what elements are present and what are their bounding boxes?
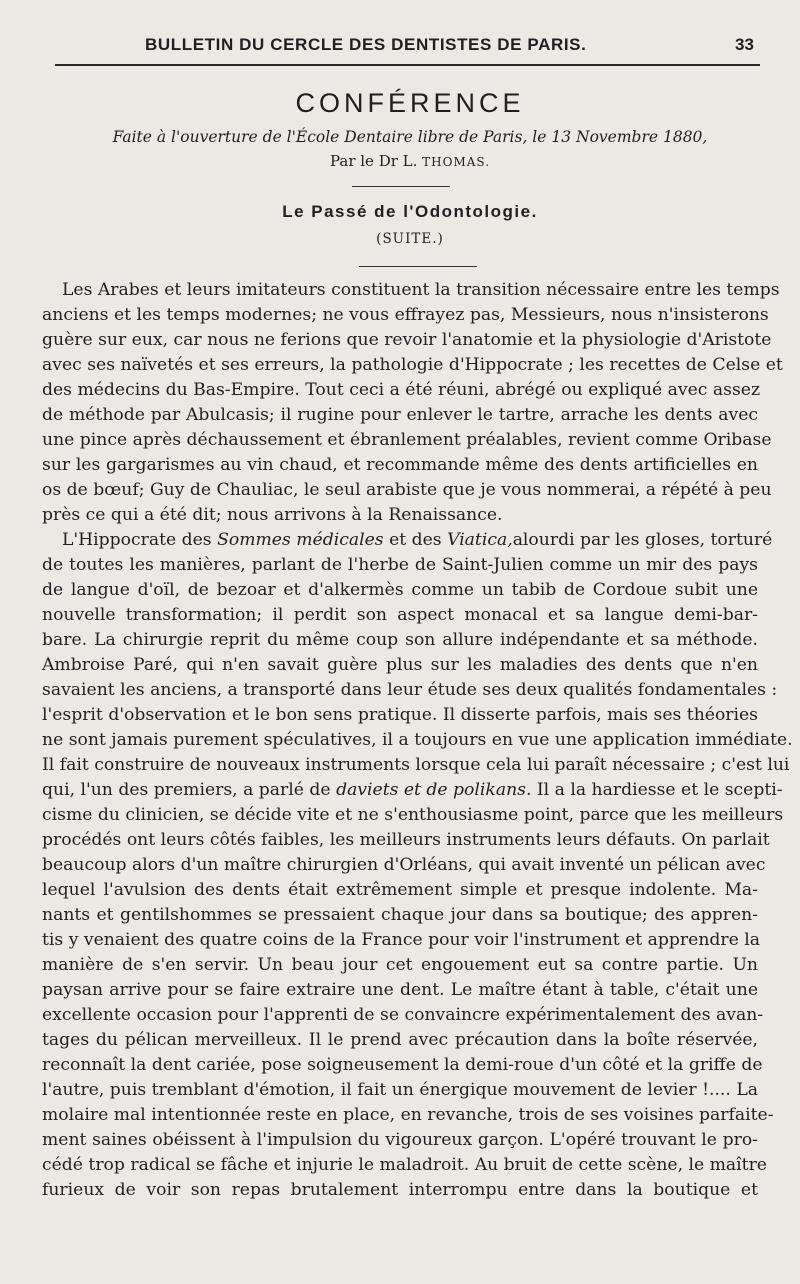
paragraph-line: avec ses naïvetés et ses erreurs, la pathologie d'Hippocrate ; les recettes de Celse et [42, 355, 783, 375]
paragraph-line: manière de s'en servir. Un beau jour cet engouement eut sa contre partie. Un [42, 955, 758, 975]
paragraph-line [62, 528, 773, 553]
paragraph-line: nants et gentilshommes se pressaient chaque jour dans sa boutique; des appren- [42, 905, 758, 925]
paragraph-line: sur les gargarismes au vin chaud, et recommande même des dents artificielles en [42, 455, 758, 475]
paragraph-line: furieux de voir son repas brutalement interrompu entre dans la boutique et [42, 1180, 758, 1200]
paragraph-line: os de bœuf; Guy de Chauliac, le seul arabiste que je vous nommerai, a répété à peu [42, 480, 772, 500]
paragraph-line: l'autre, puis tremblant d'émotion, il fait un énergique mouvement de levier !.... La [42, 1080, 758, 1100]
conference-title: CONFÉRENCE [295, 88, 525, 118]
paragraph-line: anciens et les temps modernes; ne vous effrayez pas, Messieurs, nous n'insisterons [42, 305, 769, 325]
paragraph-line: près ce qui a été dit; nous arrivons à la Renaissance. [42, 505, 503, 525]
paragraph-line: l'esprit d'observation et le bon sens pratique. Il disserte parfois, mais ses théories [42, 705, 758, 725]
paragraph-line: paysan arrive pour se faire extraire une dent. Le maître étant à table, c'était une [42, 980, 758, 1000]
section-divider [359, 266, 477, 267]
paragraph-line: Il fait construire de nouveaux instruments lorsque cela lui paraît nécessaire ; c'est lui [42, 755, 790, 775]
paragraph-line: de langue d'oïl, de bezoar et d'alkermès comme un tabib de Cordoue subit une [42, 580, 758, 600]
running-title: BULLETIN DU CERCLE DES DENTISTES DE PARIS. [145, 35, 587, 54]
paragraph-line: guère sur eux, car nous ne ferions que revoir l'anatomie et la physiologie d'Aristote [42, 330, 772, 350]
paragraph-line: reconnaît la dent cariée, pose soigneusement la demi-roue d'un côté et la griffe de [42, 1055, 763, 1075]
paragraph-line: bare. La chirurgie reprit du même coup son allure indépendante et sa méthode. [42, 630, 758, 650]
conference-author [0, 152, 800, 170]
paragraph-line: Les Arabes et leurs imitateurs constituent la transition nécessaire entre les temps [62, 280, 780, 300]
paragraph-line: tages du pélican merveilleux. Il le prend avec précaution dans la boîte réservée, [42, 1030, 758, 1050]
paragraph-line: nouvelle transformation; il perdit son aspect monacal et sa langue demi-bar- [42, 605, 758, 625]
italic-title: Viatica, [447, 530, 513, 550]
section-title: Le Passé de l'Odontologie. [282, 202, 538, 221]
paragraph-line: des médecins du Bas-Empire. Tout ceci a été réuni, abrégé ou expliqué avec assez [42, 380, 761, 400]
paragraph-line: ment saines obéissent à l'impulsion du vigoureux garçon. L'opéré trouvant le pro- [42, 1130, 758, 1150]
paragraph-line: savaient les anciens, a transporté dans leur étude ses deux qualités fondamentales : [42, 680, 778, 700]
line-text: qui, l'un des premiers, a parlé de [42, 780, 331, 800]
italic-title: Sommes médicales [217, 530, 384, 550]
title-divider [352, 186, 450, 187]
section-note: (SUITE.) [376, 231, 444, 247]
line-text: et des [389, 530, 442, 550]
header-rule [55, 64, 760, 66]
paragraph-line [42, 778, 783, 803]
line-text: L'Hippocrate des [62, 530, 212, 550]
conference-subtitle: Faite à l'ouverture de l'École Dentaire libre de Paris, le 13 Novembre 1880, [112, 128, 708, 146]
line-text: Il a la hardiesse et le scepti- [536, 780, 783, 800]
paragraph-line: une pince après déchaussement et ébranlement préalables, revient comme Oribase [42, 430, 772, 450]
paragraph-line: beaucoup alors d'un maître chirurgien d'Orléans, qui avait inventé un pélican avec [42, 855, 766, 875]
paragraph-line: excellente occasion pour l'apprenti de se convaincre expérimentalement des avan- [42, 1005, 764, 1025]
paragraph-line: de méthode par Abulcasis; il rugine pour enlever le tartre, arrache les dents avec [42, 405, 758, 425]
paragraph-line: Ambroise Paré, qui n'en savait guère plus sur les maladies des dents que n'en [42, 655, 758, 675]
author-name: THOMAS. [422, 155, 491, 169]
paragraph-line: ne sont jamais purement spéculatives, il a toujours en vue une application immédiate. [42, 730, 793, 750]
paragraph-line: lequel l'avulsion des dents était extrêmement simple et presque indolente. Ma- [42, 880, 758, 900]
paragraph-line: cédé trop radical se fâche et injurie le maladroit. Au bruit de cette scène, le maître [42, 1155, 767, 1175]
line-text: alourdi par les gloses, torturé [512, 530, 773, 550]
paragraph-line: cisme du clinicien, se décide vite et ne s'enthousiasme point, parce que les meilleurs [42, 805, 784, 825]
paragraph-line: de toutes les manières, parlant de l'herbe de Saint-Julien comme un mir des pays [42, 555, 758, 575]
page-number: 33 [735, 35, 754, 54]
italic-term: daviets et de polikans. [336, 780, 532, 800]
paragraph-line: procédés ont leurs côtés faibles, les meilleurs instruments leurs défauts. On parlait [42, 830, 770, 850]
paragraph-line: tis y venaient des quatre coins de la France pour voir l'instrument et apprendre la [42, 930, 760, 950]
paragraph-line: molaire mal intentionnée reste en place, en revanche, trois de ses voisines parfaite- [42, 1105, 774, 1125]
running-header [0, 32, 800, 60]
author-prefix: Par le Dr L. [329, 152, 418, 170]
